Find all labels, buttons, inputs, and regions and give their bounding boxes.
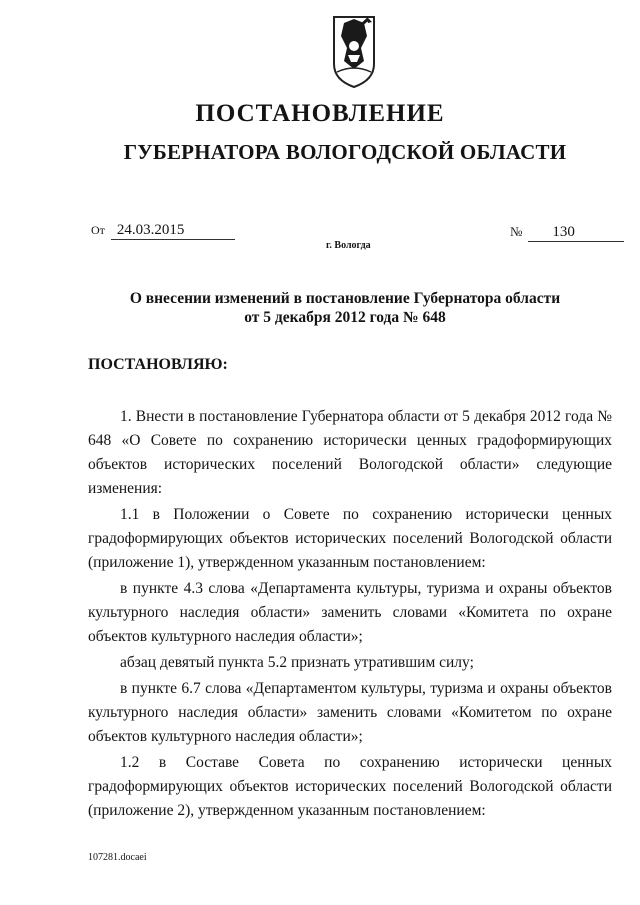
- document-date: 24.03.2015: [111, 222, 235, 240]
- subject-line-2: от 5 декабря 2012 года № 648: [244, 309, 446, 326]
- coat-of-arms-icon: [331, 14, 377, 90]
- file-name: 107281.docaei: [88, 852, 147, 863]
- number-prefix: №: [510, 224, 523, 239]
- number-line: [510, 224, 624, 242]
- city-label: г. Вологда: [326, 240, 371, 251]
- paragraph: в пункте 4.3 слова «Департамента культуры, туризма и охраны объектов культурного наследия области» заменить словами «Комитета по охране объектов культурного наследия области»;: [88, 580, 612, 645]
- date-prefix: От: [91, 223, 105, 237]
- document-title: ПОСТАНОВЛЕНИЕ: [195, 100, 445, 127]
- decree-heading: ПОСТАНОВЛЯЮ:: [88, 356, 228, 373]
- paragraph: 1.2 в Составе Совета по сохранению исторически ценных градоформирующих объектов исторических поселений Вологодской области (приложение 2), утвержденном указанным постановлением:: [88, 754, 612, 819]
- subject-line-1: О внесении изменений в постановление Губернатора области: [129, 290, 561, 307]
- document-authority: ГУБЕРНАТОРА ВОЛОГОДСКОЙ ОБЛАСТИ: [123, 140, 567, 164]
- paragraph: абзац девятый пункта 5.2 признать утратившим силу;: [120, 654, 474, 671]
- document-number: 130: [528, 224, 624, 242]
- document-body: [88, 405, 612, 825]
- paragraph: 1.1 в Положении о Совете по сохранению исторически ценных градоформирующих объектов исторических поселений Вологодской области (приложение 1), утвержденном указанным постановлением:: [88, 506, 612, 571]
- paragraph: в пункте 6.7 слова «Департаментом культуры, туризма и охраны объектов культурного наследия области» заменить словами «Комитетом по охране объектов культурного наследия области»;: [88, 680, 612, 745]
- date-line: [91, 222, 235, 240]
- document-subject: [0, 289, 640, 327]
- paragraph: 1. Внести в постановление Губернатора области от 5 декабря 2012 года № 648 «О Совете по сохранению исторически ценных градоформирующих объектов исторических поселений Вологодской области» следующие изменения:: [88, 408, 612, 497]
